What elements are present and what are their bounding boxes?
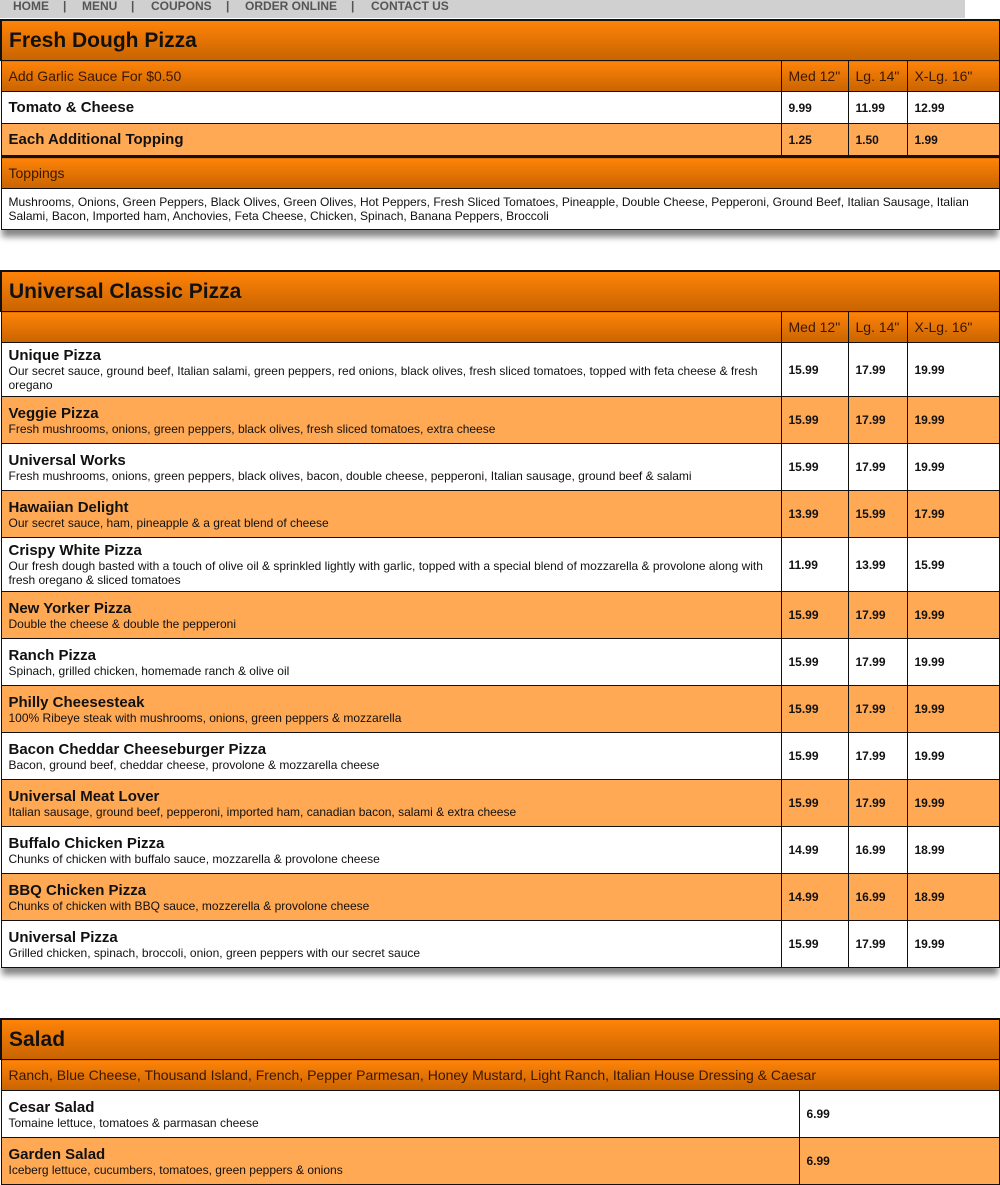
menu-row[interactable] <box>1 538 1000 592</box>
size-xlg: X-Lg. 16" <box>907 61 1000 92</box>
menu-row[interactable] <box>1 733 1000 780</box>
price: 6.99 <box>799 1091 1000 1138</box>
price-lg: 13.99 <box>848 538 907 592</box>
item-description: Chunks of chicken with buffalo sauce, mozzarella & provolone cheese <box>8 851 380 866</box>
item-name: Unique Pizza <box>8 347 102 364</box>
item-name: Bacon Cheddar Cheeseburger Pizza <box>8 740 267 758</box>
price-lg: 17.99 <box>848 444 907 491</box>
item-cell <box>1 491 781 538</box>
item-description: Chunks of chicken with BBQ sauce, mozzerella & provolone cheese <box>8 898 370 913</box>
item-cell <box>1 733 781 780</box>
price-med: 1.25 <box>781 124 848 157</box>
item-cell <box>1 538 781 592</box>
item-name: Tomato & Cheese <box>1 92 781 124</box>
price-med: 15.99 <box>781 733 848 780</box>
item-cell <box>1 343 781 397</box>
price-med: 15.99 <box>781 921 848 968</box>
price-med: 15.99 <box>781 686 848 733</box>
item-cell <box>1 444 781 491</box>
price-xlg: 1.99 <box>907 124 1000 157</box>
price-med: 15.99 <box>781 780 848 827</box>
menu-row[interactable] <box>1 874 1000 921</box>
price-xlg: 19.99 <box>907 921 1000 968</box>
menu-row[interactable] <box>1 686 1000 733</box>
item-description: Our secret sauce, ground beef, Italian salami, green peppers, red onions, black olives, fresh sliced tomatoes, topped with feta cheese & fresh oregano <box>8 364 758 392</box>
price-xlg: 12.99 <box>907 92 1000 124</box>
price-lg: 17.99 <box>848 639 907 686</box>
menu-row[interactable] <box>1 92 1000 124</box>
price-lg: 17.99 <box>848 397 907 444</box>
section-title: Universal Classic Pizza <box>1 271 1000 312</box>
item-cell <box>1 1138 799 1185</box>
item-cell <box>1 592 781 639</box>
price-xlg: 19.99 <box>907 592 1000 639</box>
nav-home[interactable]: HOME <box>13 0 49 13</box>
item-name: Cesar Salad <box>8 1098 95 1116</box>
menu-row[interactable] <box>1 921 1000 968</box>
price-med: 15.99 <box>781 639 848 686</box>
price-lg: 16.99 <box>848 874 907 921</box>
menu-row[interactable] <box>1 639 1000 686</box>
size-med: Med 12" <box>781 61 848 92</box>
item-description: Bacon, ground beef, cheddar cheese, provolone & mozzarella cheese <box>8 757 380 772</box>
toppings-list: Mushrooms, Onions, Green Peppers, Black Olives, Green Olives, Hot Peppers, Fresh Sliced Tomatoes, Pineapple, Double Cheese, Pepperoni, Ground Beef, Italian Sausage, Italian Salami, Bacon, Imported ham, Anchovies, Feta Cheese, Chicken, Spinach, Banana Peppers, Broccoli <box>1 189 1000 230</box>
price-xlg: 17.99 <box>907 491 1000 538</box>
price-med: 14.99 <box>781 874 848 921</box>
item-description: Tomaine lettuce, tomatoes & parmasan cheese <box>8 1115 259 1130</box>
salad-section <box>0 1018 1000 1185</box>
fresh-dough-section <box>0 19 1000 230</box>
nav-contact-us[interactable]: CONTACT US <box>371 0 449 13</box>
price-lg: 1.50 <box>848 124 907 157</box>
price-xlg: 18.99 <box>907 874 1000 921</box>
item-description: Our secret sauce, ham, pineapple & a great blend of cheese <box>8 515 329 530</box>
price-xlg: 19.99 <box>907 343 1000 397</box>
section-title: Fresh Dough Pizza <box>1 20 1000 61</box>
price-lg: 11.99 <box>848 92 907 124</box>
nav-menu[interactable]: MENU <box>82 0 118 13</box>
section-title: Salad <box>1 1019 1000 1060</box>
price-xlg: 19.99 <box>907 397 1000 444</box>
item-name: Buffalo Chicken Pizza <box>8 834 165 852</box>
price-med: 9.99 <box>781 92 848 124</box>
item-cell <box>1 1091 799 1138</box>
item-description: Grilled chicken, spinach, broccoli, onion, green peppers with our secret sauce <box>8 945 421 960</box>
item-description: Double the cheese & double the pepperoni <box>8 616 237 631</box>
item-name: Ranch Pizza <box>8 646 97 664</box>
menu-row[interactable] <box>1 491 1000 538</box>
item-cell <box>1 780 781 827</box>
price-lg: 17.99 <box>848 343 907 397</box>
price-lg: 17.99 <box>848 686 907 733</box>
item-cell <box>1 397 781 444</box>
item-name: Veggie Pizza <box>8 404 99 422</box>
price-med: 13.99 <box>781 491 848 538</box>
item-description: Iceberg lettuce, cucumbers, tomatoes, green peppers & onions <box>8 1162 343 1177</box>
nav-sep: | <box>351 0 355 13</box>
menu-row[interactable] <box>1 1138 1000 1185</box>
item-name: Universal Meat Lover <box>8 787 160 805</box>
dressings-list: Ranch, Blue Cheese, Thousand Island, French, Pepper Parmesan, Honey Mustard, Light Ranch, Italian House Dressing & Caesar <box>1 1060 1000 1091</box>
item-name: Philly Cheesesteak <box>8 693 145 711</box>
item-name: Garden Salad <box>8 1145 106 1163</box>
size-med: Med 12" <box>781 312 848 343</box>
blank-header <box>1 312 781 343</box>
price-xlg: 19.99 <box>907 444 1000 491</box>
item-description: Spinach, grilled chicken, homemade ranch & olive oil <box>8 663 290 678</box>
nav-coupons[interactable]: COUPONS <box>151 0 212 13</box>
menu-row[interactable] <box>1 343 1000 397</box>
price-xlg: 19.99 <box>907 733 1000 780</box>
item-cell <box>1 639 781 686</box>
item-description: Fresh mushrooms, onions, green peppers, black olives, fresh sliced tomatoes, extra cheese <box>8 421 496 436</box>
item-name: BBQ Chicken Pizza <box>8 881 147 899</box>
item-name: Universal Works <box>8 451 126 469</box>
price-med: 11.99 <box>781 538 848 592</box>
price-lg: 17.99 <box>848 780 907 827</box>
price-med: 15.99 <box>781 343 848 397</box>
item-description: Italian sausage, ground beef, pepperoni, imported ham, canadian bacon, salami & extra cheese <box>8 804 517 819</box>
item-name: Crispy White Pizza <box>8 542 142 559</box>
menu-row[interactable] <box>1 827 1000 874</box>
price-lg: 17.99 <box>848 592 907 639</box>
item-cell <box>1 686 781 733</box>
size-lg: Lg. 14" <box>848 312 907 343</box>
menu-row[interactable] <box>1 780 1000 827</box>
size-xlg: X-Lg. 16" <box>907 312 1000 343</box>
menu-row[interactable] <box>1 1091 1000 1138</box>
price-xlg: 15.99 <box>907 538 1000 592</box>
price-med: 15.99 <box>781 397 848 444</box>
nav-sep: | <box>131 0 135 13</box>
nav-sep: | <box>63 0 67 13</box>
price-xlg: 19.99 <box>907 639 1000 686</box>
price-med: 15.99 <box>781 444 848 491</box>
item-name: Hawaiian Delight <box>8 498 129 516</box>
item-name: Universal Pizza <box>8 928 118 946</box>
price-lg: 17.99 <box>848 733 907 780</box>
item-description: Our fresh dough basted with a touch of olive oil & sprinkled lightly with garlic, topped with a special blend of mozzarella & provolone along with fresh oregano & sliced tomatoes <box>8 559 763 587</box>
price-xlg: 19.99 <box>907 686 1000 733</box>
price-xlg: 18.99 <box>907 827 1000 874</box>
item-cell <box>1 827 781 874</box>
classic-section <box>0 270 1000 968</box>
top-nav <box>0 0 965 18</box>
nav-sep: | <box>226 0 230 13</box>
garlic-note: Add Garlic Sauce For $0.50 <box>1 61 781 92</box>
size-lg: Lg. 14" <box>848 61 907 92</box>
menu-row[interactable] <box>1 397 1000 444</box>
price-med: 15.99 <box>781 592 848 639</box>
menu-row[interactable] <box>1 124 1000 157</box>
toppings-label: Toppings <box>1 157 1000 189</box>
price-xlg: 19.99 <box>907 780 1000 827</box>
price: 6.99 <box>799 1138 1000 1185</box>
item-name: Each Additional Topping <box>1 124 781 157</box>
menu-row[interactable] <box>1 444 1000 491</box>
price-med: 14.99 <box>781 827 848 874</box>
menu-row[interactable] <box>1 592 1000 639</box>
price-lg: 15.99 <box>848 491 907 538</box>
item-cell <box>1 874 781 921</box>
price-lg: 17.99 <box>848 921 907 968</box>
nav-order-online[interactable]: ORDER ONLINE <box>245 0 338 13</box>
price-lg: 16.99 <box>848 827 907 874</box>
item-cell <box>1 921 781 968</box>
item-name: New Yorker Pizza <box>8 599 132 617</box>
item-description: 100% Ribeye steak with mushrooms, onions, green peppers & mozzarella <box>8 710 402 725</box>
item-description: Fresh mushrooms, onions, green peppers, black olives, bacon, double cheese, pepperoni, Italian sausage, ground beef & salami <box>8 468 692 483</box>
